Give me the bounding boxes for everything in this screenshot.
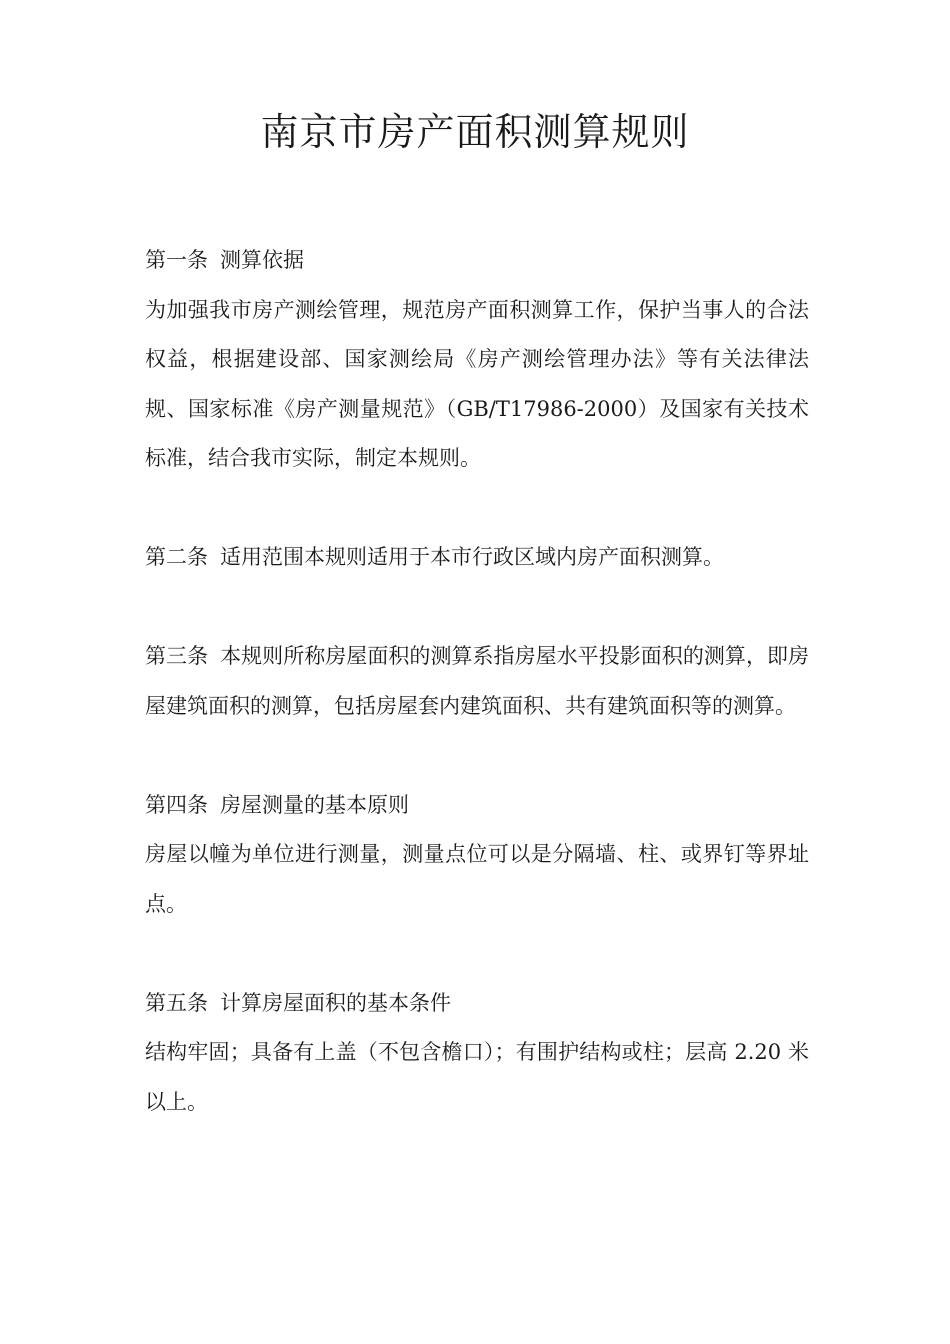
article-heading-text: 测算依据: [220, 248, 304, 272]
article-text: 结构牢固；具备有上盖（不包含檐口）；有围护结构或柱；层高 2.20 米以上。: [145, 1040, 809, 1114]
article-number: 第三条: [145, 644, 209, 668]
document-body: [145, 236, 809, 1177]
article-text: 为加强我市房产测绘管理，规范房产面积测算工作，保护当事人的合法权益，根据建设部、国家测绘局《房产测绘管理办法》等有关法律法规、国家标准《房产测量规范》（GB/T17986-2000）及国家有关技术标准，结合我市实际，制定本规则。: [145, 297, 809, 470]
article-heading: [145, 533, 809, 583]
article-heading-text: 房屋测量的基本原则: [220, 792, 409, 817]
article-heading: [145, 979, 809, 1029]
article-heading-text: 本规则所称房屋面积的测算系指房屋水平投影面积的测算，即房屋建筑面积的测算，包括房屋套内建筑面积、共有建筑面积等的测算。: [145, 644, 810, 718]
article-heading: [145, 632, 809, 731]
article-heading: [145, 236, 809, 286]
article-5: [145, 979, 809, 1128]
article-number: 第四条: [145, 792, 208, 817]
article-heading-text: 适用范围本规则适用于本市行政区域内房产面积测算。: [220, 545, 724, 569]
article-1: [145, 236, 809, 484]
article-text: 房屋以幢为单位进行测量，测量点位可以是分隔墙、柱、或界钉等界址点。: [145, 842, 809, 916]
document-title: 南京市房产面积测算规则: [260, 110, 690, 154]
article-heading: [145, 781, 809, 831]
article-heading-text: 计算房屋面积的基本条件: [220, 990, 451, 1015]
article-number: 第一条: [145, 248, 208, 272]
article-4: [145, 781, 809, 930]
article-2: [145, 533, 809, 583]
article-number: 第二条: [145, 545, 208, 569]
article-number: 第五条: [145, 990, 208, 1015]
article-3: [145, 632, 809, 731]
